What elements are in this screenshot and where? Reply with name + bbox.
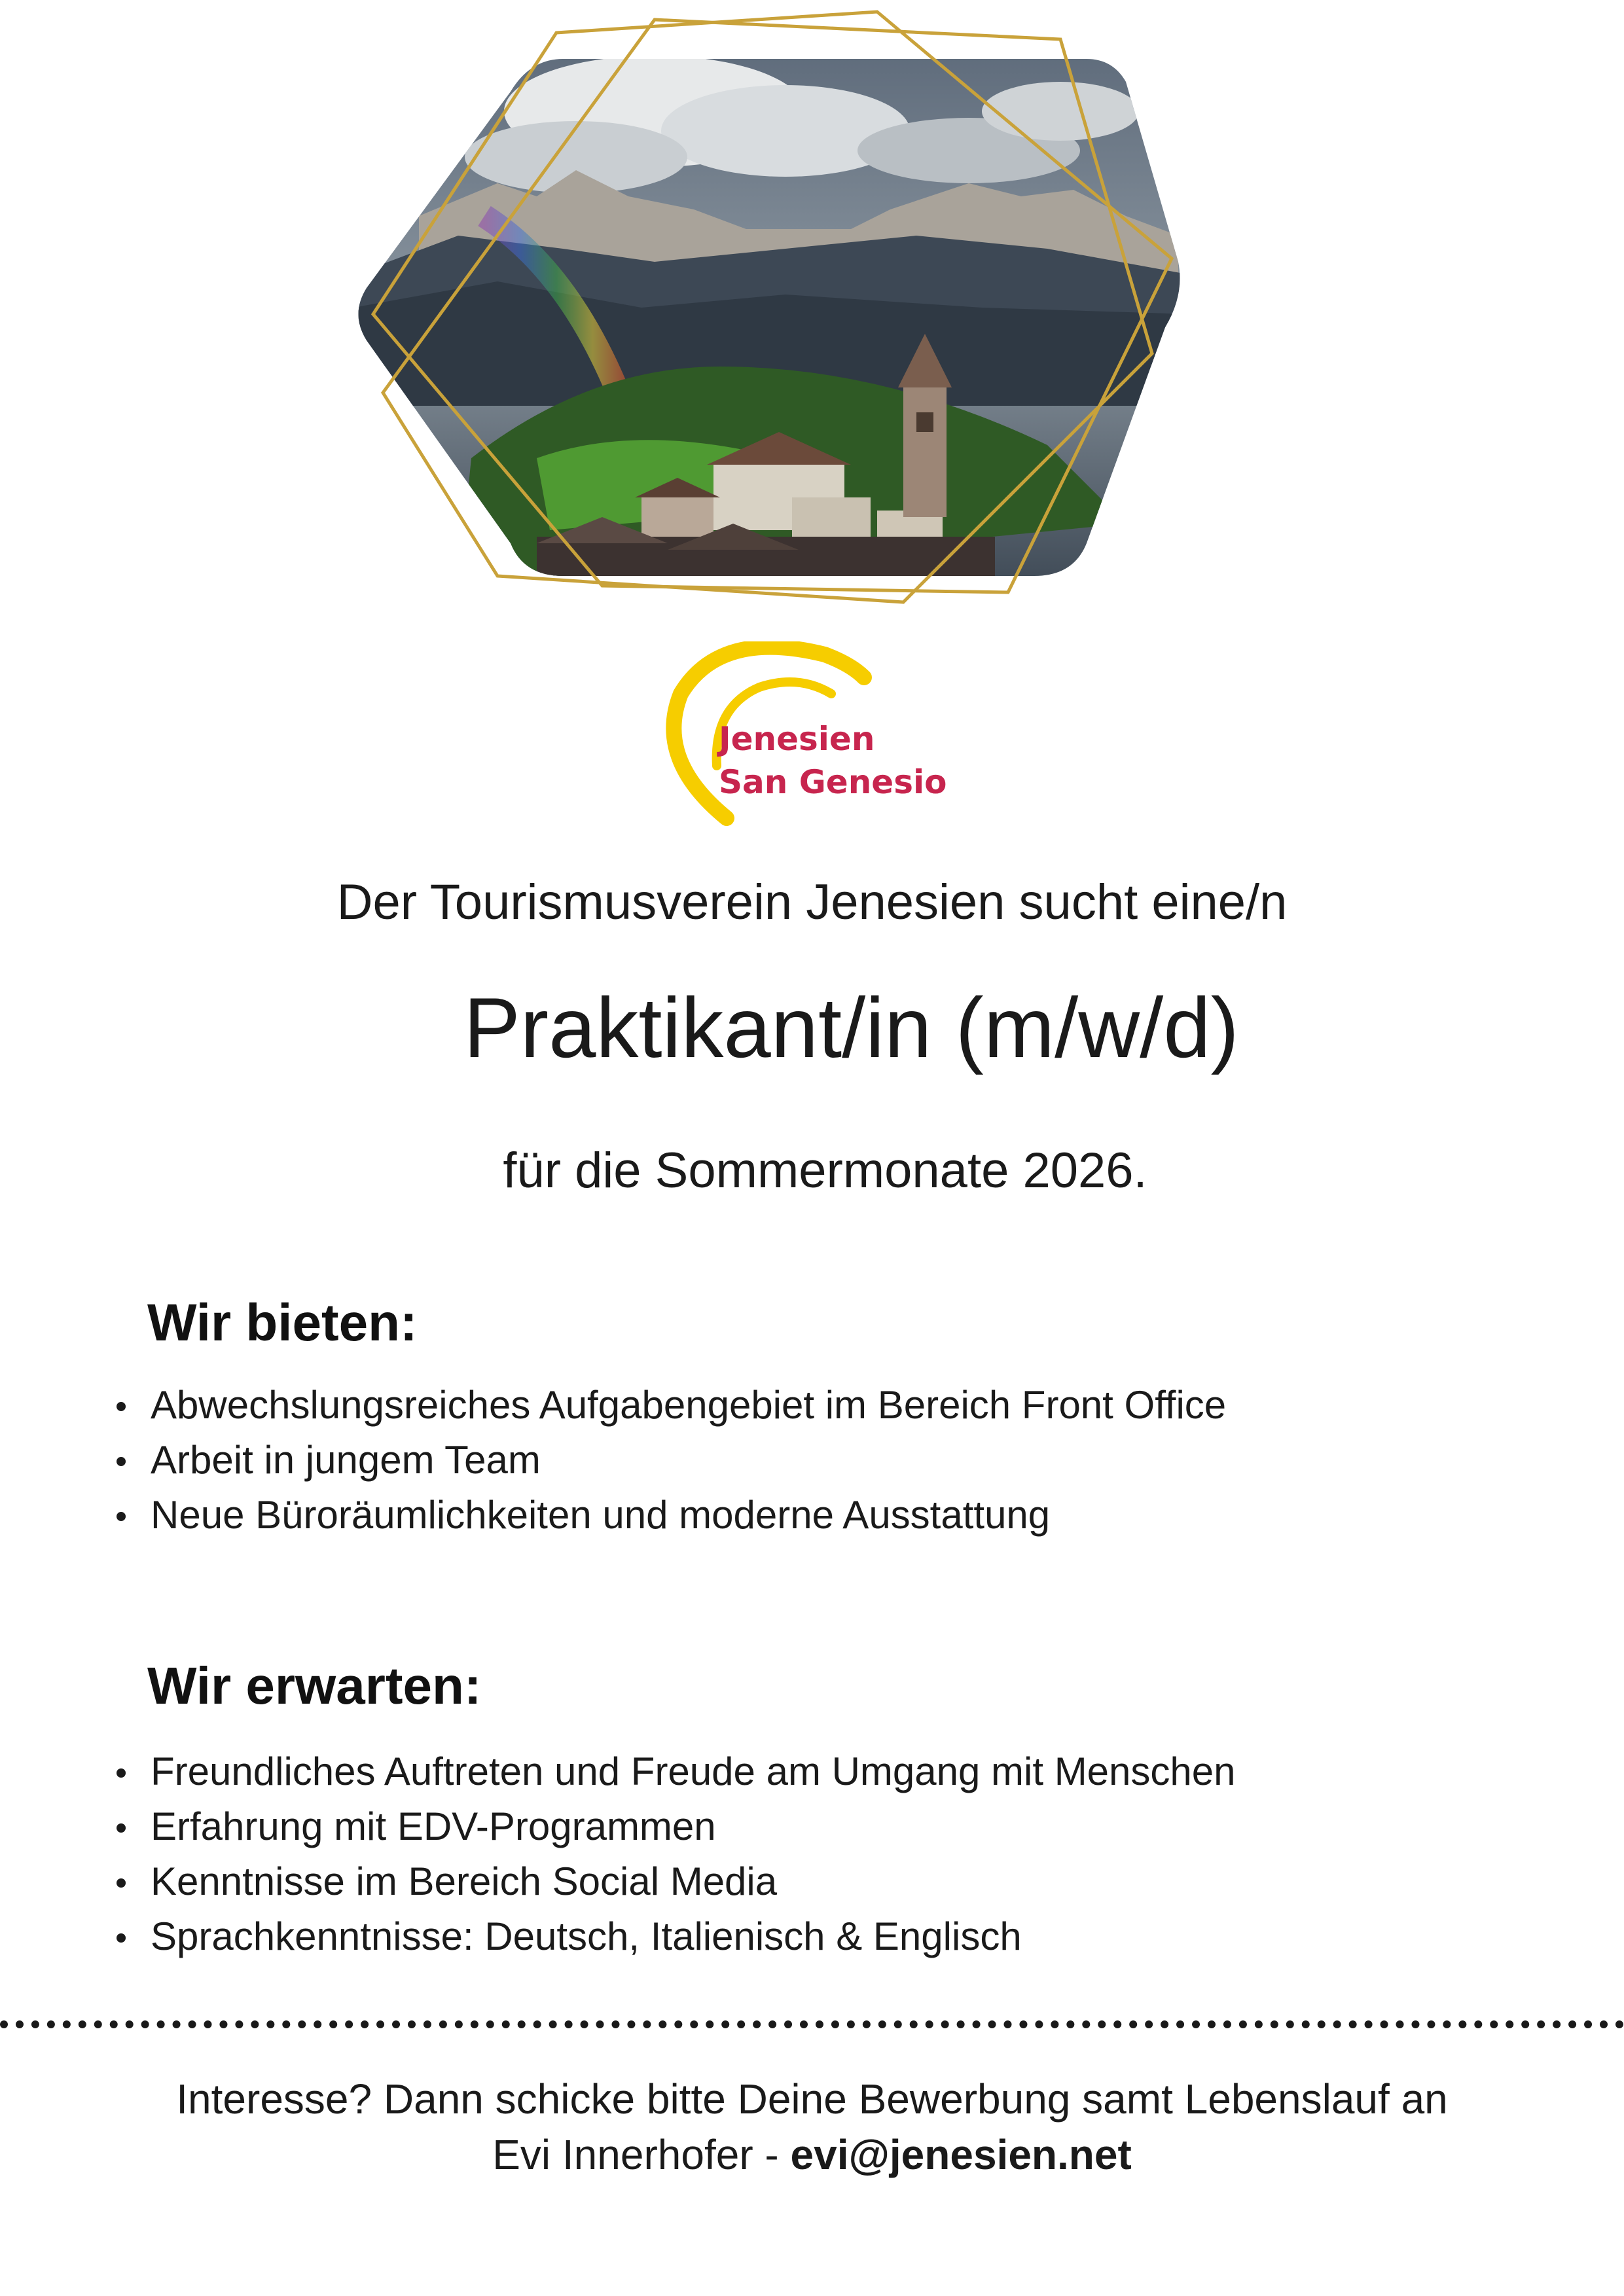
contact-name: Evi Innerhofer - (492, 2131, 791, 2178)
offer-list (111, 1378, 1226, 1543)
list-item: Neue Büroräumlichkeiten und moderne Ausstattung (111, 1488, 1226, 1543)
job-period: für die Sommermonate 2026. (503, 1143, 1147, 1198)
list-item: Erfahrung mit EDV-Programmen (111, 1799, 1236, 1854)
offer-heading: Wir bieten: (147, 1293, 418, 1352)
list-item: Abwechslungsreiches Aufgabengebiet im Bereich Front Office (111, 1378, 1226, 1433)
list-item: Sprachkenntnisse: Deutsch, Italienisch & Englisch (111, 1909, 1236, 1964)
list-item: Kenntnisse im Bereich Social Media (111, 1854, 1236, 1909)
contact-line: Interesse? Dann schicke bitte Deine Bewerbung samt Lebenslauf an (176, 2075, 1448, 2123)
intro-text: Der Tourismusverein Jenesien sucht eine/n (336, 874, 1288, 930)
list-item: Arbeit in jungem Team (111, 1433, 1226, 1488)
hero-landscape-image (340, 0, 1191, 628)
logo-text-jenesien: Jenesien (719, 720, 875, 758)
logo-text-san-genesio: San Genesio (719, 763, 947, 801)
job-title: Praktikant/in (m/w/d) (463, 980, 1239, 1075)
expect-list (111, 1744, 1236, 1964)
contact-email-link[interactable]: evi@jenesien.net (790, 2131, 1132, 2178)
contact-person (0, 2130, 1624, 2179)
expect-heading: Wir erwarten: (147, 1657, 482, 1715)
list-item: Freundliches Auftreten und Freude am Umgang mit Menschen (111, 1744, 1236, 1799)
dotted-divider (0, 2020, 1624, 2028)
